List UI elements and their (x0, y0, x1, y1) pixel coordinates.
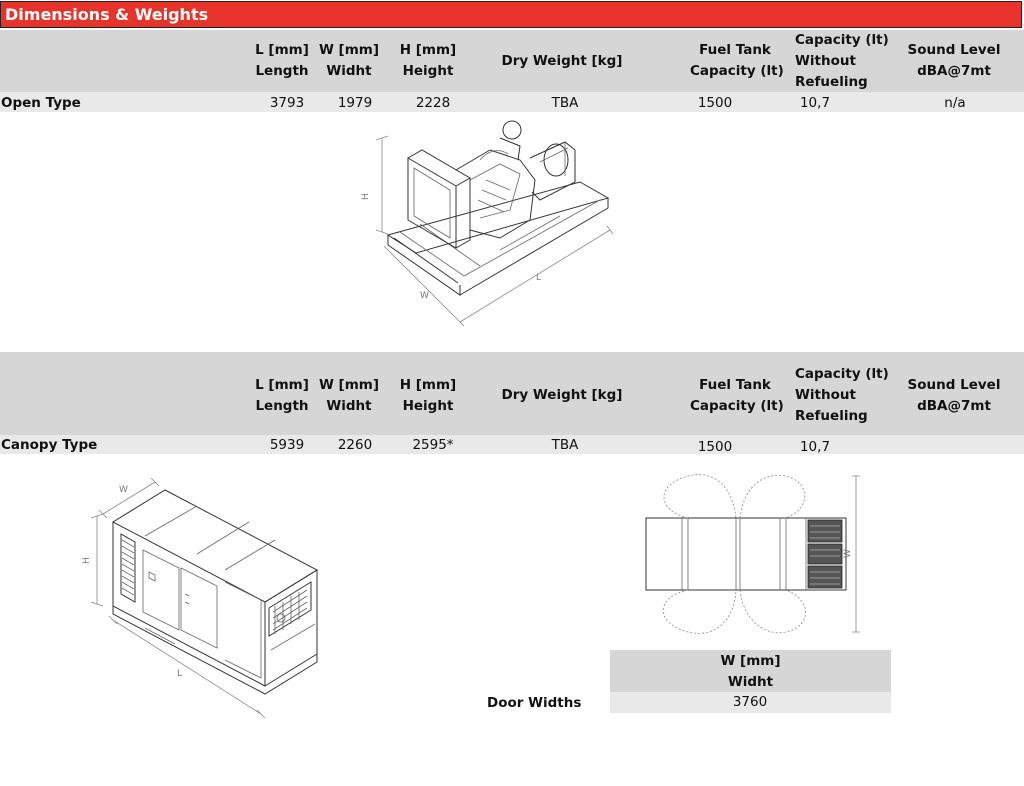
canopy-type-label: Canopy Type (1, 437, 98, 453)
section-title: Dimensions & Weights (5, 5, 209, 24)
canopy-generator-drawing (82, 478, 325, 723)
open-type-label: Open Type (1, 95, 81, 111)
section-title-bar (0, 1, 1022, 28)
canopy-width-value: 2260 (337, 437, 373, 453)
open-height-header: H [mm] Height (399, 42, 457, 79)
canopy-l-label: L (177, 669, 183, 679)
open-type-generator-drawing (360, 120, 630, 330)
canopy-top-view-drawing (640, 472, 870, 637)
canopy-dry-weight-value: TBA (551, 437, 579, 453)
canopy-height-header: H [mm] Height (399, 377, 457, 414)
top-view-w-label: W (843, 549, 853, 558)
open-length-header: L [mm] Length (255, 42, 309, 79)
open-fuel-tank-header: Fuel Tank Capacity (lt) (690, 42, 784, 79)
open-capacity-header: Capacity (lt) Without Refueling (795, 32, 889, 90)
open-h-label: H (361, 193, 371, 200)
canopy-dry-weight-header: Dry Weight [kg] (501, 387, 623, 403)
canopy-w-label: W (119, 485, 128, 495)
open-fuel-tank-value: 1500 (697, 95, 733, 111)
canopy-type-data-row (0, 435, 1024, 454)
open-sound-value: n/a (944, 95, 966, 111)
canopy-height-value: 2595* (412, 437, 454, 453)
canopy-sound-header: Sound Level dBA@7mt (907, 377, 1001, 414)
open-sound-header: Sound Level dBA@7mt (907, 42, 1001, 79)
open-width-value: 1979 (337, 95, 373, 111)
canopy-h-label: H (82, 557, 92, 564)
open-w-label: W (420, 291, 429, 301)
door-widths-label: Door Widths (487, 695, 582, 711)
door-widths-header (610, 650, 891, 692)
open-height-value: 2228 (415, 95, 451, 111)
open-l-label: L (536, 273, 542, 283)
canopy-width-header: W [mm] Widht (318, 377, 380, 414)
door-width-value: 3760 (732, 694, 768, 710)
canopy-fuel-tank-header: Fuel Tank Capacity (lt) (690, 377, 784, 414)
canopy-capacity-value: 10,7 (799, 439, 831, 455)
open-dry-weight-header: Dry Weight [kg] (501, 53, 623, 69)
open-type-data-row (0, 92, 1024, 112)
door-widths-row (610, 692, 891, 713)
canopy-capacity-header: Capacity (lt) Without Refueling (795, 366, 889, 424)
door-width-header-text: W [mm] Widht (720, 653, 781, 690)
canopy-length-header: L [mm] Length (255, 377, 309, 414)
canopy-fuel-tank-value: 1500 (697, 439, 733, 455)
open-width-header: W [mm] Widht (318, 42, 380, 79)
open-capacity-value: 10,7 (799, 95, 831, 111)
open-dry-weight-value: TBA (551, 95, 579, 111)
open-length-value: 3793 (269, 95, 305, 111)
canopy-length-value: 5939 (269, 437, 305, 453)
